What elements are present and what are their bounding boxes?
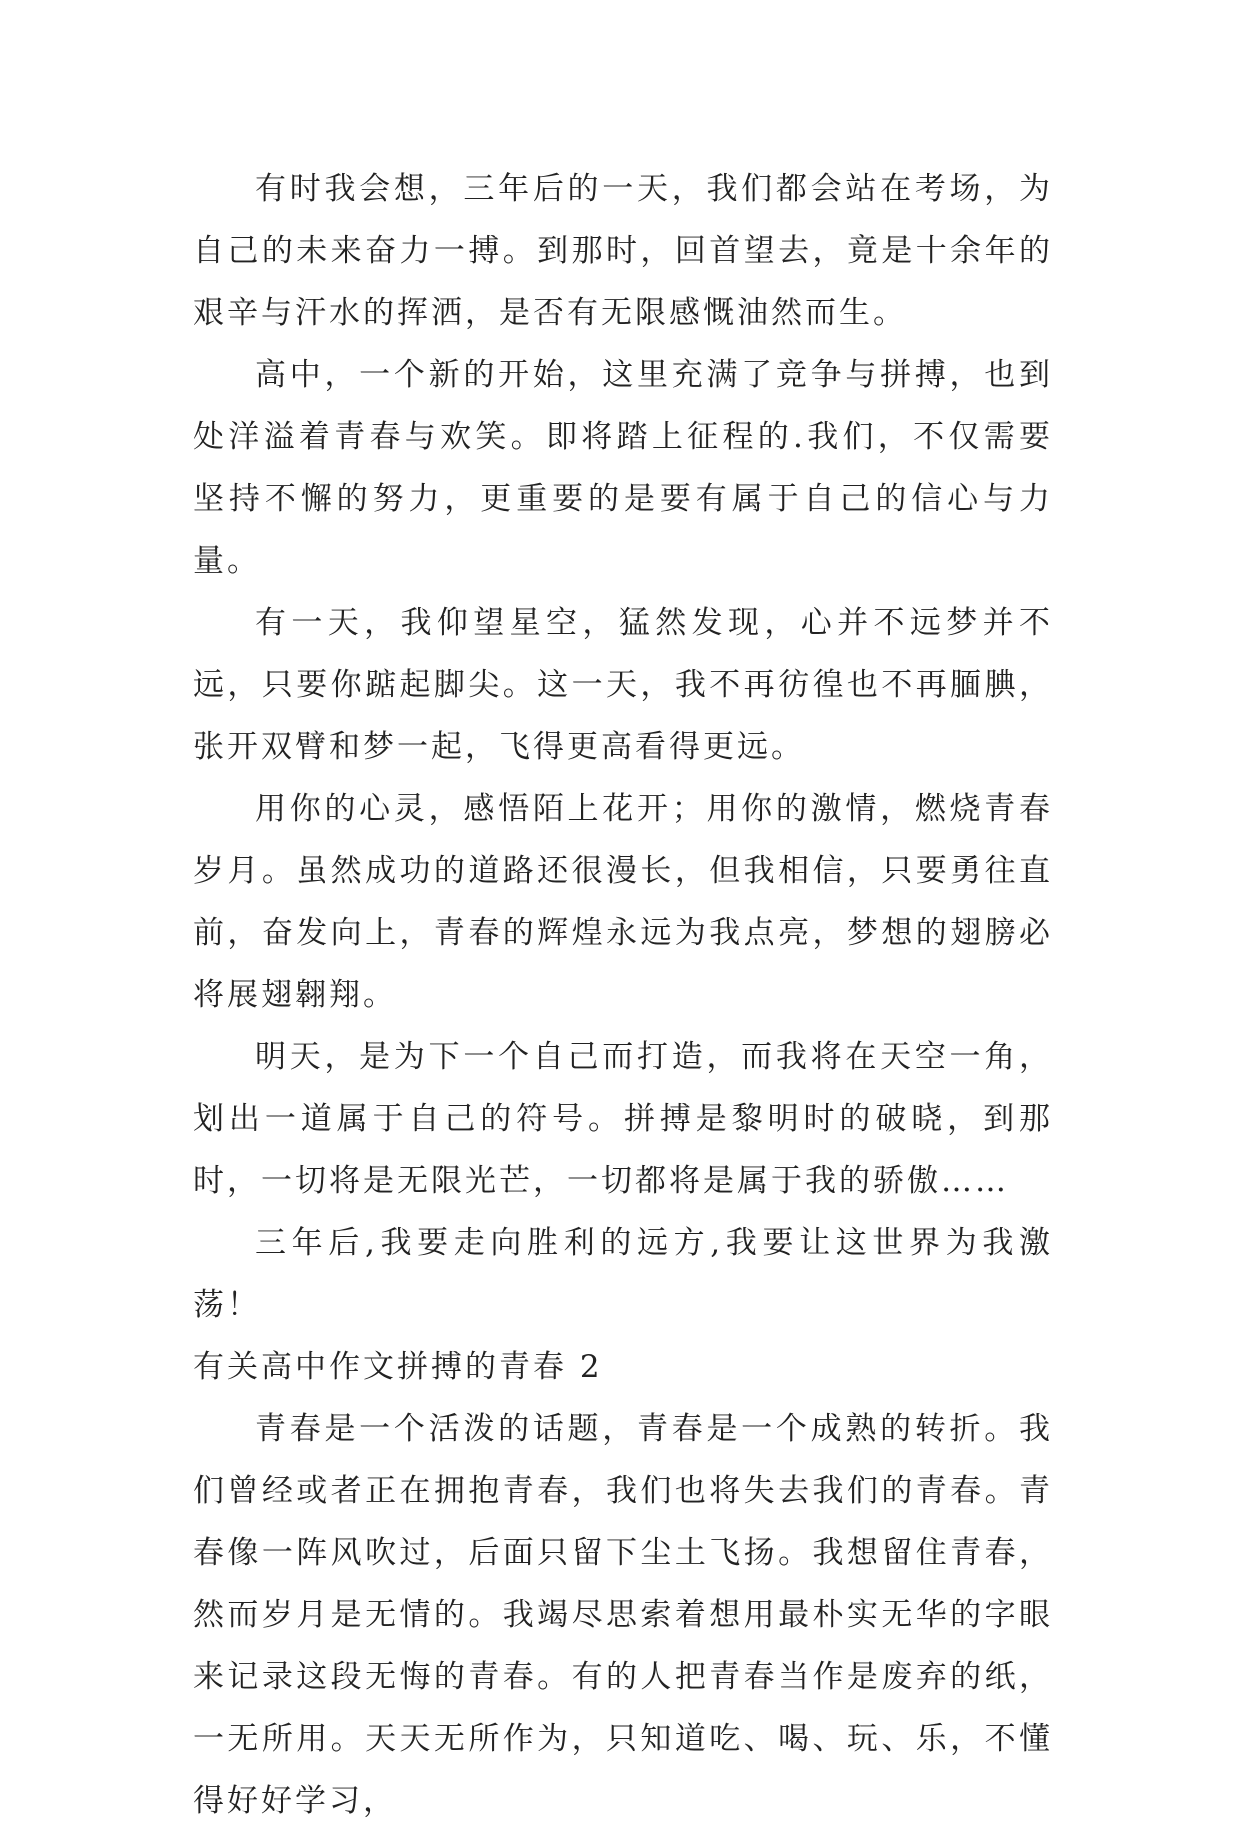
paragraph-7: 青春是一个活泼的话题，青春是一个成熟的转折。我们曾经或者正在拥抱青春，我们也将失去我们的青春。青春像一阵风吹过，后面只留下尘土飞扬。我想留住青春，然而岁月是无情的。我竭尽思索着想用最朴实无华的字眼来记录这段无悔的青春。有的人把青春当作是废弃的纸，一无所用。天天无所作为，只知道吃、喝、玩、乐，不懂得好好学习， bbox=[193, 1411, 1053, 1819]
section-title: 有关高中作文拼搏的青春 2 bbox=[193, 1349, 603, 1385]
paragraph-3: 有一天，我仰望星空，猛然发现，心并不远梦并不远，只要你踮起脚尖。这一天，我不再彷徨也不再腼腆，张开双臂和梦一起，飞得更高看得更远。 bbox=[193, 605, 1053, 765]
paragraph-4: 用你的心灵，感悟陌上花开；用你的激情，燃烧青春岁月。虽然成功的道路还很漫长，但我相信，只要勇往直前，奋发向上，青春的辉煌永远为我点亮，梦想的翅膀必将展翅翱翔。 bbox=[193, 791, 1053, 1013]
paragraph-6: 三年后,我要走向胜利的远方,我要让这世界为我激荡！ bbox=[193, 1225, 1053, 1323]
paragraph-1: 有时我会想，三年后的一天，我们都会站在考场，为自己的未来奋力一搏。到那时，回首望去，竟是十余年的艰辛与汗水的挥洒，是否有无限感慨油然而生。 bbox=[193, 171, 1053, 331]
paragraph-2: 高中，一个新的开始，这里充满了竞争与拼搏，也到处洋溢着青春与欢笑。即将踏上征程的.我们，不仅需要坚持不懈的努力，更重要的是要有属于自己的信心与力量。 bbox=[193, 357, 1053, 579]
document-body bbox=[193, 158, 1053, 1832]
paragraph-5: 明天，是为下一个自己而打造，而我将在天空一角，划出一道属于自己的符号。拼搏是黎明时的破晓，到那时，一切将是无限光芒，一切都将是属于我的骄傲…… bbox=[193, 1039, 1053, 1199]
